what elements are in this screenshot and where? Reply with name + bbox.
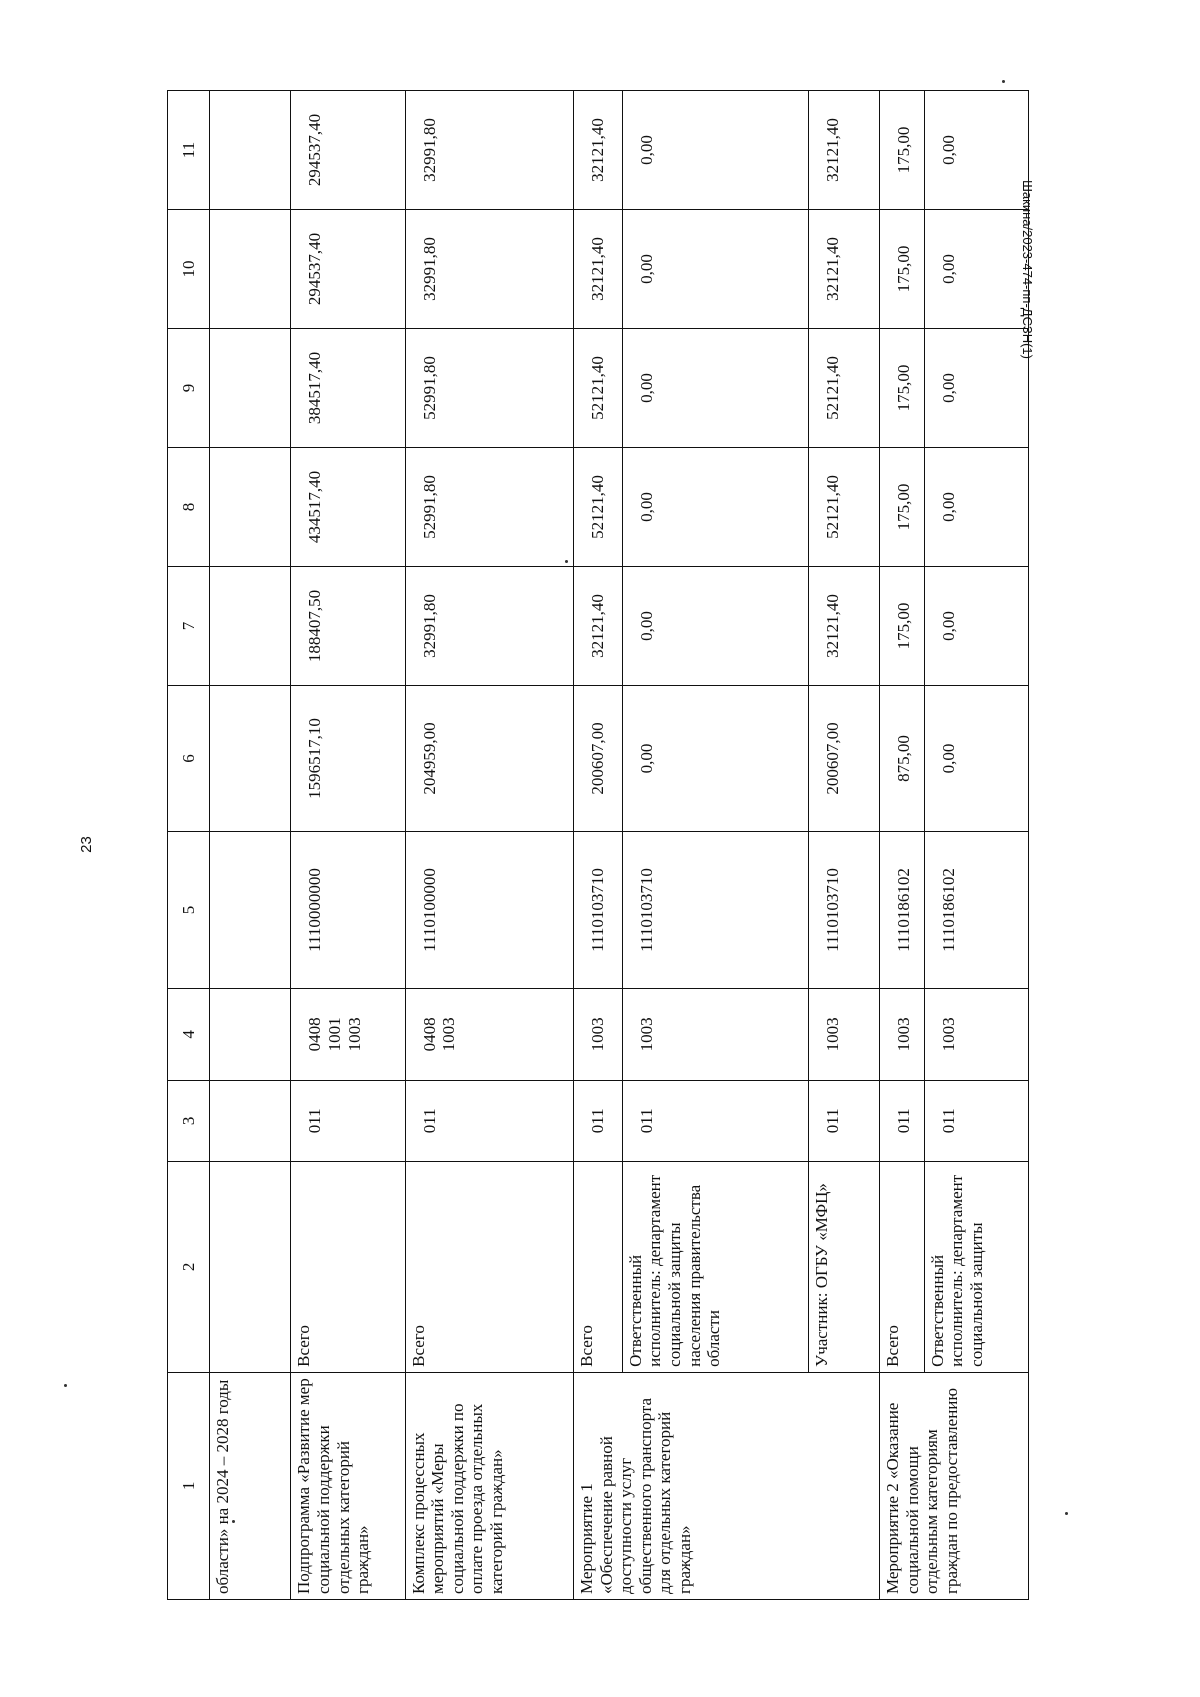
value-cell: 200607,00 <box>573 685 622 831</box>
scan-speck <box>1065 1512 1068 1515</box>
value-cell: 32121,40 <box>808 567 879 686</box>
header-row <box>168 91 210 1600</box>
section-code-cell: 0408 1001 1003 <box>291 988 405 1080</box>
cell <box>209 832 291 989</box>
value-cell: 0,00 <box>924 685 1028 831</box>
value-cell: 0,00 <box>924 448 1028 567</box>
page-number: 23 <box>77 836 95 853</box>
executor-cell: Участник: ОГБУ «МФЦ» <box>808 1161 879 1372</box>
table-row <box>291 91 405 1600</box>
value-cell: 0,00 <box>622 448 808 567</box>
value-cell: 294537,40 <box>291 91 405 210</box>
target-article-cell: 1110100000 <box>405 832 573 989</box>
table-row <box>573 91 622 1600</box>
table-row <box>880 91 925 1600</box>
value-cell: 875,00 <box>880 685 925 831</box>
value-cell: 52121,40 <box>808 329 879 448</box>
value-cell: 175,00 <box>880 567 925 686</box>
budget-table-rotated <box>167 90 1029 1600</box>
target-article-cell: 1110103710 <box>573 832 622 989</box>
value-cell: 52121,40 <box>573 329 622 448</box>
table-row <box>405 91 573 1600</box>
value-cell: 0,00 <box>924 329 1028 448</box>
target-article-cell: 1110103710 <box>808 832 879 989</box>
executor-cell: Ответственный исполнитель: департамент социальной защиты <box>924 1161 1028 1372</box>
col-header-11: 11 <box>168 91 210 210</box>
cell <box>209 685 291 831</box>
grbs-code-cell: 011 <box>808 1080 879 1161</box>
value-cell: 32991,80 <box>405 210 573 329</box>
grbs-code-cell: 011 <box>622 1080 808 1161</box>
value-cell: 32121,40 <box>808 91 879 210</box>
value-cell: 294537,40 <box>291 210 405 329</box>
col-header-6: 6 <box>168 685 210 831</box>
executor-cell: Всего <box>291 1161 405 1372</box>
grbs-code-cell: 011 <box>880 1080 925 1161</box>
col-header-10: 10 <box>168 210 210 329</box>
program-name-cell: области» на 2024 – 2028 годы <box>209 1372 291 1599</box>
grbs-code-cell: 011 <box>405 1080 573 1161</box>
cell <box>209 1080 291 1161</box>
section-code-cell: 1003 <box>622 988 808 1080</box>
col-header-3: 3 <box>168 1080 210 1161</box>
cell <box>209 567 291 686</box>
program-name-cell: Комплекс процессных мероприятий «Меры социальной поддержки по оплате проезда отдельных категорий граждан» <box>405 1372 573 1599</box>
value-cell: 52121,40 <box>573 448 622 567</box>
value-cell: 32121,40 <box>808 210 879 329</box>
col-header-4: 4 <box>168 988 210 1080</box>
value-cell: 52121,40 <box>808 448 879 567</box>
col-header-1: 1 <box>168 1372 210 1599</box>
col-header-9: 9 <box>168 329 210 448</box>
section-code-cell: 0408 1003 <box>405 988 573 1080</box>
value-cell: 0,00 <box>924 210 1028 329</box>
executor-cell: Всего <box>573 1161 622 1372</box>
value-cell: 384517,40 <box>291 329 405 448</box>
value-cell: 32121,40 <box>573 210 622 329</box>
grbs-code-cell: 011 <box>924 1080 1028 1161</box>
section-code-cell: 1003 <box>924 988 1028 1080</box>
col-header-5: 5 <box>168 832 210 989</box>
value-cell: 1596517,10 <box>291 685 405 831</box>
col-header-7: 7 <box>168 567 210 686</box>
executor-cell: Всего <box>880 1161 925 1372</box>
col-header-2: 2 <box>168 1161 210 1372</box>
value-cell: 0,00 <box>924 567 1028 686</box>
target-article-cell: 1110103710 <box>622 832 808 989</box>
section-code-cell: 1003 <box>880 988 925 1080</box>
program-name-cell: Подпрограмма «Развитие мер социальной поддержки отдельных категорий граждан» <box>291 1372 405 1599</box>
section-code-cell: 1003 <box>573 988 622 1080</box>
executor-cell: Ответственный исполнитель: департамент социальной защиты населения правительства области <box>622 1161 808 1372</box>
value-cell: 52991,80 <box>405 329 573 448</box>
cell <box>209 1161 291 1372</box>
target-article-cell: 1110000000 <box>291 832 405 989</box>
value-cell: 32121,40 <box>573 567 622 686</box>
executor-cell: Всего <box>405 1161 573 1372</box>
program-name-cell: Мероприятие 1 «Обеспечение равной доступности услуг общественного транспорта для отдельных категорий граждан» <box>573 1372 879 1599</box>
value-cell: 175,00 <box>880 329 925 448</box>
value-cell: 0,00 <box>622 91 808 210</box>
value-cell: 175,00 <box>880 210 925 329</box>
value-cell: 0,00 <box>622 685 808 831</box>
program-name-cell: Мероприятие 2 «Оказание социальной помощи отдельным категориям граждан по предоставлению <box>880 1372 1029 1599</box>
value-cell: 175,00 <box>880 448 925 567</box>
cell <box>209 329 291 448</box>
cell <box>209 448 291 567</box>
scan-speck <box>64 1384 67 1387</box>
cell <box>209 988 291 1080</box>
target-article-cell: 1110186102 <box>924 832 1028 989</box>
value-cell: 0,00 <box>924 91 1028 210</box>
document-reference: Шакина/2023-474-пп-ДСЗН(1) <box>1020 180 1035 359</box>
value-cell: 200607,00 <box>808 685 879 831</box>
value-cell: 204959,00 <box>405 685 573 831</box>
value-cell: 0,00 <box>622 567 808 686</box>
value-cell: 0,00 <box>622 210 808 329</box>
target-article-cell: 1110186102 <box>880 832 925 989</box>
value-cell: 32991,80 <box>405 567 573 686</box>
cell <box>209 91 291 210</box>
budget-table <box>167 90 1029 1600</box>
value-cell: 32991,80 <box>405 91 573 210</box>
value-cell: 0,00 <box>622 329 808 448</box>
grbs-code-cell: 011 <box>573 1080 622 1161</box>
value-cell: 32121,40 <box>573 91 622 210</box>
value-cell: 175,00 <box>880 91 925 210</box>
value-cell: 188407,50 <box>291 567 405 686</box>
cell <box>209 210 291 329</box>
scan-speck <box>1002 80 1005 83</box>
col-header-8: 8 <box>168 448 210 567</box>
value-cell: 434517,40 <box>291 448 405 567</box>
grbs-code-cell: 011 <box>291 1080 405 1161</box>
table-row <box>209 91 291 1600</box>
section-code-cell: 1003 <box>808 988 879 1080</box>
value-cell: 52991,80 <box>405 448 573 567</box>
